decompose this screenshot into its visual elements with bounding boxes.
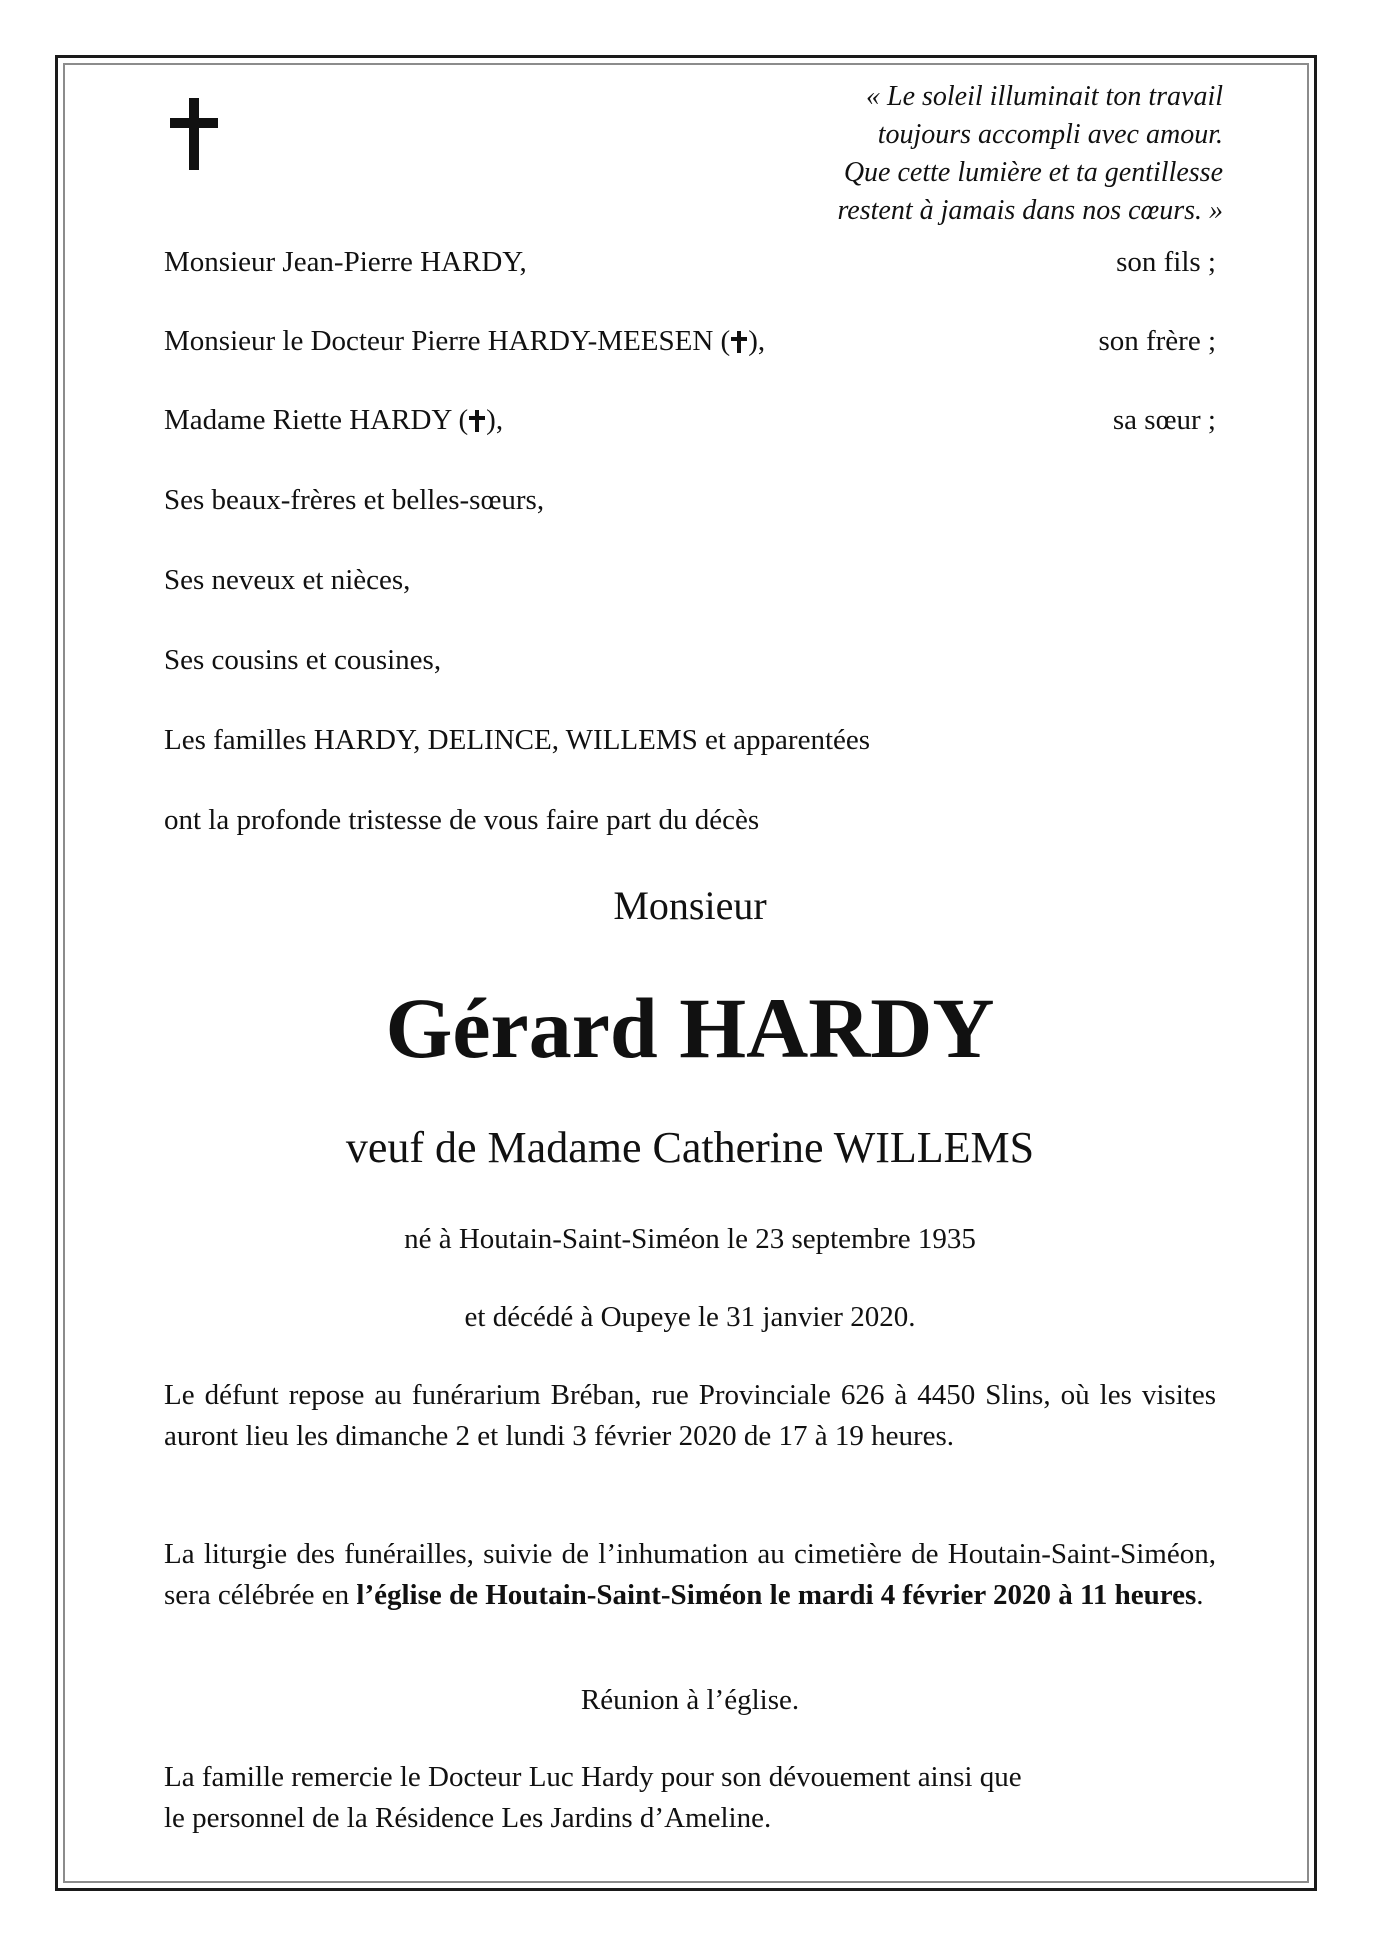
mourner-row (164, 243, 1216, 281)
family-line: Ses beaux-frères et belles-sœurs, (164, 484, 545, 516)
mourner-name: Madame Riette HARDY ( ), (164, 404, 504, 436)
mourner-relation: son fils ; (1116, 246, 1216, 278)
death-line: et décédé à Oupeye le 31 janvier 2020. (464, 1301, 916, 1333)
epitaph-line: Que cette lumière et ta gentillesse (843, 157, 1223, 188)
epitaph-line: toujours accompli avec amour. (877, 119, 1223, 150)
announcement-line: ont la profonde tristesse de vous faire part du décès (164, 804, 760, 836)
thanks-paragraph (164, 1757, 1216, 1839)
gathering-line: Réunion à l’église. (580, 1684, 800, 1716)
funeral-paragraph: La liturgie des funérailles, suivie de l’inhumation au cimetière de Houtain-Saint-Siméon, sera célébrée en l’église de Houtain-Saint-Siméon le mardi 4 février 2020 à 11 heures. (164, 1538, 1216, 1611)
visitation-paragraph: Le défunt repose au funérarium Bréban, rue Provinciale 626 à 4450 Slins, où les visites auront lieu les dimanche 2 et lundi 3 février 2020 de 17 à 19 heures. (164, 1379, 1216, 1452)
mourner-name: Monsieur Jean-Pierre HARDY, (164, 246, 527, 278)
mourner-relation: sa sœur ; (1112, 404, 1216, 436)
family-line: Les familles HARDY, DELINCE, WILLEMS et apparentées (164, 724, 871, 756)
mourner-relation: son frère ; (1098, 325, 1216, 357)
small-cross-icon (731, 331, 747, 353)
funeral-details: l’église de Houtain-Saint-Siméon le mardi 4 février 2020 à 11 heures (356, 1579, 1197, 1611)
cross-icon (170, 98, 218, 170)
family-line: Ses neveux et nièces, (164, 564, 411, 596)
thanks-line: La famille remercie le Docteur Luc Hardy pour son dévouement ainsi que (164, 1761, 1022, 1793)
epitaph-line: restent à jamais dans nos cœurs. » (837, 195, 1223, 226)
birth-line: né à Houtain-Saint-Siméon le 23 septembre 1935 (404, 1223, 976, 1255)
small-cross-icon (469, 410, 485, 432)
epitaph-quote (663, 78, 1223, 230)
thanks-line: le personnel de la Résidence Les Jardins d’Ameline. (164, 1802, 772, 1834)
widow-of: veuf de Madame Catherine WILLEMS (345, 1123, 1035, 1172)
deceased-name: Gérard HARDY (385, 980, 995, 1076)
mourner-row (164, 322, 1216, 360)
family-line: Ses cousins et cousines, (164, 644, 442, 676)
epitaph-line: « Le soleil illuminait ton travail (866, 81, 1223, 112)
mourner-name: Monsieur le Docteur Pierre HARDY-MEESEN ( ), (164, 325, 766, 357)
mourner-row (164, 401, 1216, 439)
honorific: Monsieur (613, 883, 767, 928)
